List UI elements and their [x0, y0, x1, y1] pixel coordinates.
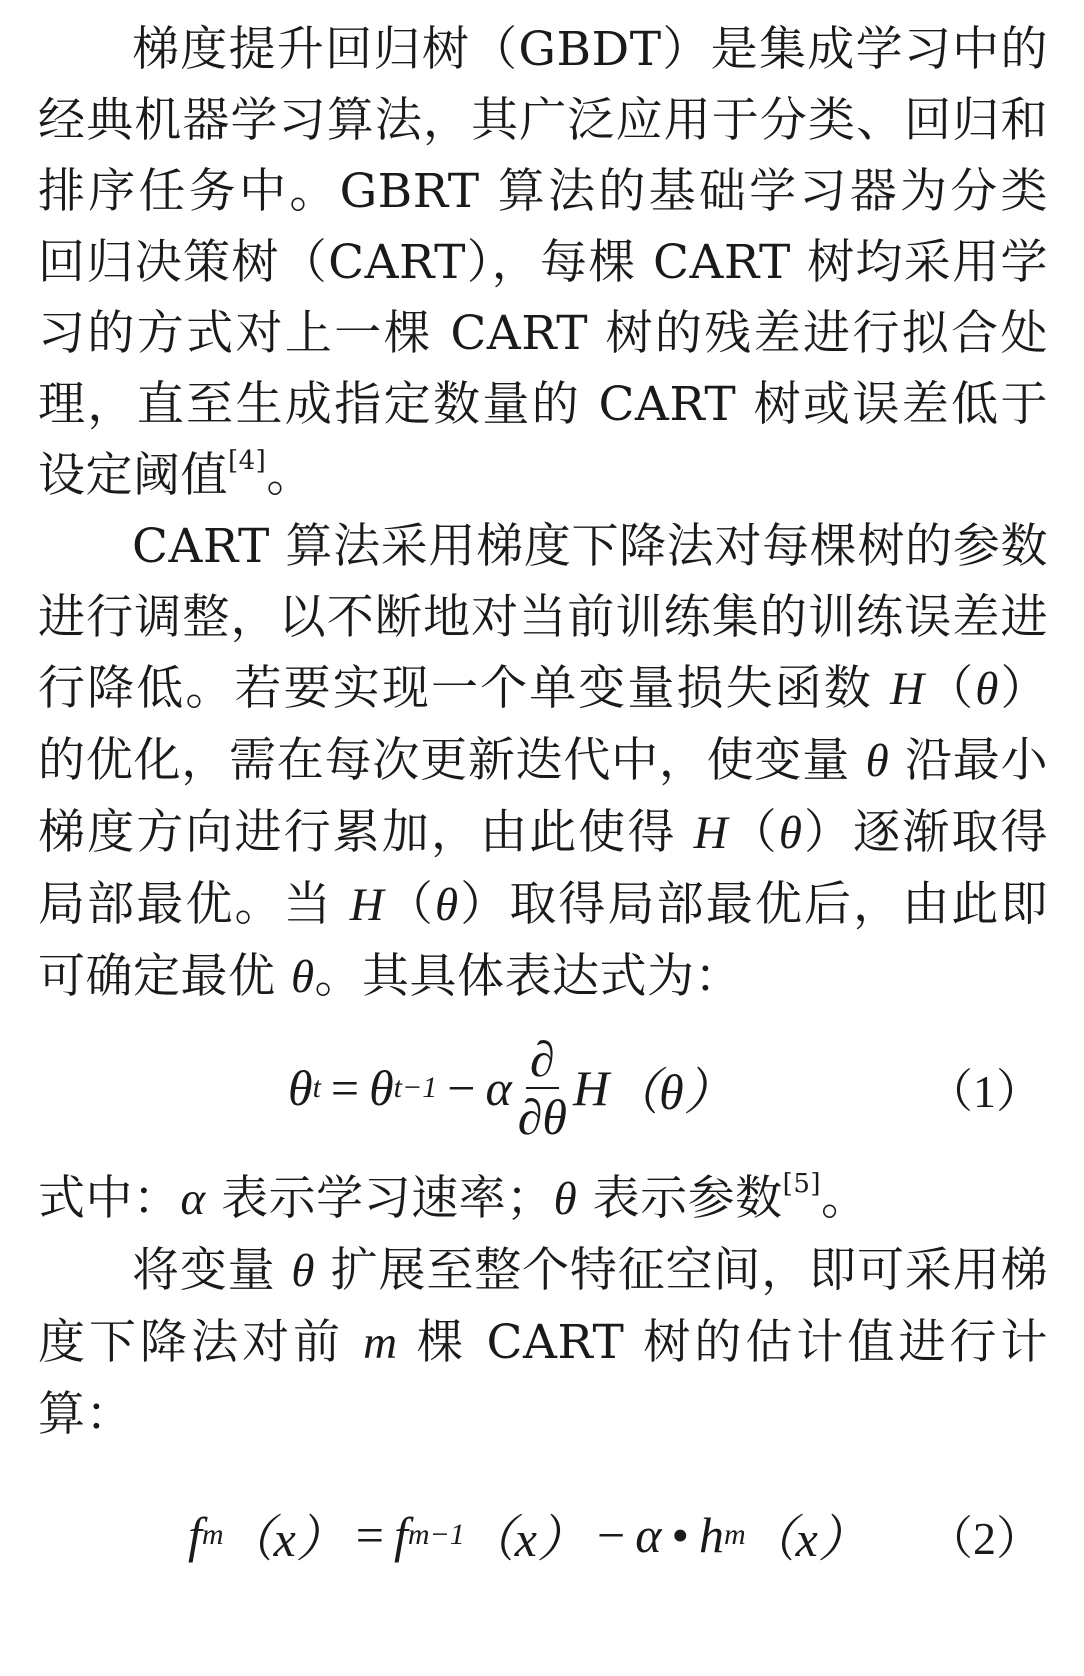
math-var-theta: θ — [778, 807, 803, 859]
eq1-frac-numerator: ∂ — [526, 1033, 559, 1089]
math-var-H: H — [693, 807, 729, 859]
equation-1-number: （1） — [927, 1066, 1042, 1117]
eq1-rhs-theta: θ — [369, 1060, 394, 1116]
eq1-lhs-sub: t — [312, 1071, 321, 1104]
math-var-theta: θ — [975, 663, 999, 715]
math-var-theta: θ — [434, 879, 459, 931]
text-run: 表示参数 — [577, 1171, 783, 1226]
equation-2 — [38, 1470, 1048, 1600]
math-var-m: m — [363, 1317, 398, 1369]
paragraph-end: 。 — [266, 448, 314, 503]
article-body — [38, 0, 1048, 1600]
text-run: （ — [728, 805, 779, 860]
text-run: ）的优化，需在每次更新迭代中，使变量 — [38, 661, 1049, 788]
paragraph-text: 梯度提升回归树（GBDT）是集成学习中的经典机器学习算法，其广泛应用于分类、回归和排序任务中。GBRT 算法的基础学习器为分类回归决策树（CART），每棵 CART 树均采用学习的方式对上一棵 CART 树的残差进行拟合处理，直至生成指定数量的 CART 树或误差低于设定阈值 — [38, 22, 1048, 503]
eq2-equals: = — [355, 1507, 384, 1563]
math-var-alpha: α — [180, 1173, 206, 1225]
eq2-lhs-f: f — [188, 1507, 202, 1563]
paragraph-symbol-definitions — [38, 1163, 1048, 1235]
text-run: 式中： — [38, 1171, 181, 1226]
equation-1-body — [288, 1013, 734, 1163]
eq2-dot: • — [671, 1507, 689, 1563]
text-run: （ — [924, 661, 976, 716]
text-run: （ — [384, 877, 435, 932]
paragraph-feature-space — [38, 1235, 1048, 1450]
paragraph-cart-gradient — [38, 511, 1048, 1013]
eq1-func-H: H — [573, 1060, 610, 1116]
eq2-rhs-f: f — [393, 1507, 408, 1563]
math-var-H: H — [349, 879, 385, 931]
text-run: 扩展至整个特征空间，即可采用梯度下降法对前 — [38, 1243, 1048, 1370]
citation-5[interactable]: [5] — [782, 1169, 822, 1199]
eq1-lhs-theta: θ — [288, 1060, 313, 1116]
eq2-lhs-sub: m — [201, 1518, 224, 1551]
eq2-h-sub: m — [723, 1518, 746, 1551]
citation-4[interactable]: [4] — [228, 446, 267, 476]
eq2-rhs-arg: （x） — [464, 1511, 588, 1567]
math-var-theta: θ — [553, 1173, 578, 1225]
eq1-frac-denominator: ∂θ — [517, 1089, 567, 1145]
eq2-minus: − — [597, 1507, 626, 1563]
eq1-rhs-sub: t−1 — [393, 1071, 438, 1104]
math-var-theta: θ — [865, 735, 890, 787]
eq1-alpha: α — [485, 1060, 512, 1116]
eq2-rhs-sub: m−1 — [407, 1518, 465, 1551]
eq1-partial-fraction — [518, 1033, 567, 1143]
math-var-H: H — [890, 663, 925, 715]
math-var-theta: θ — [291, 1245, 315, 1297]
eq2-h-arg: （x） — [745, 1511, 868, 1567]
eq1-minus: − — [447, 1060, 476, 1116]
text-run: ）取得局部最优后，由此即可确定最优 — [38, 877, 1049, 1004]
eq2-alpha: α — [635, 1507, 662, 1563]
equation-1 — [38, 1013, 1048, 1163]
equation-2-number: （2） — [927, 1513, 1042, 1564]
eq1-equals: = — [330, 1060, 360, 1116]
text-run: ）逐渐取得局部最优。当 — [38, 805, 1049, 932]
eq1-func-arg: （θ） — [609, 1064, 734, 1120]
text-run: 。其具体表达式为： — [314, 949, 743, 1004]
equation-2-body — [188, 1470, 868, 1600]
eq2-h: h — [698, 1507, 724, 1563]
eq2-lhs-arg: （x） — [223, 1511, 346, 1567]
text-run: 将变量 — [132, 1243, 292, 1298]
text-run: 沿最小梯度方向进行累加，由此使得 — [38, 733, 1048, 860]
paragraph-gbdt-intro — [38, 0, 1048, 511]
text-run: 表示学习速率； — [205, 1171, 554, 1226]
text-run: 棵 CART 树的估计值进行计算： — [38, 1315, 1048, 1442]
math-var-theta: θ — [290, 951, 315, 1003]
text-run: CART 算法采用梯度下降法对每棵树的参数进行调整，以不断地对当前训练集的训练误差进行降低。若要实现一个单变量损失函数 — [38, 519, 1048, 716]
text-run: 。 — [821, 1171, 869, 1226]
